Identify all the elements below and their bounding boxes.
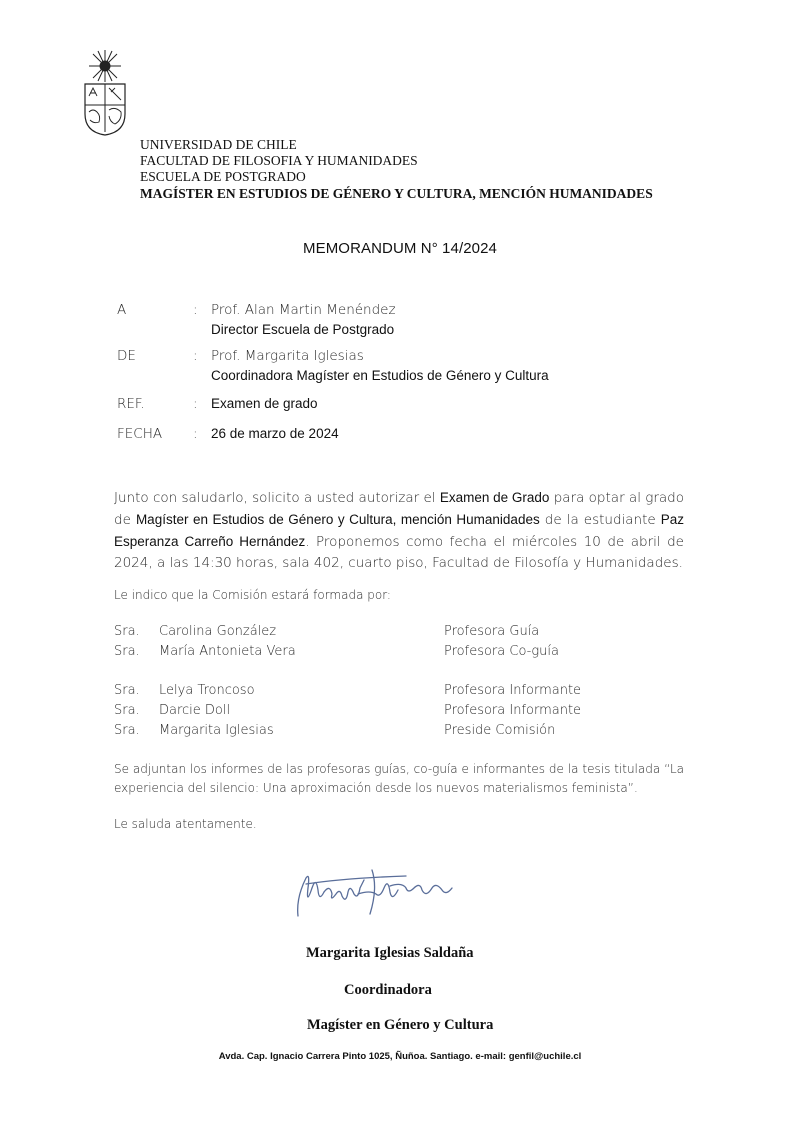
commission-title: Sra. (114, 703, 140, 718)
date-label: FECHA (117, 426, 163, 442)
student-name-highlight: Paz Esperanza Carreño Hernández (114, 512, 685, 549)
commission-intro: Le indico que la Comisión estará formada por: (114, 588, 391, 602)
to-label: A (117, 302, 127, 318)
from-role: Coordinadora Magíster en Estudios de Género y Cultura (211, 368, 549, 383)
commission-role: Profesora Guía (444, 624, 540, 639)
exam-highlight: Examen de Grado (439, 490, 550, 505)
date-colon: : (193, 426, 198, 442)
ref-colon: : (193, 396, 198, 412)
from-name: Prof. Margarita Iglesias (211, 348, 364, 364)
to-colon: : (193, 302, 198, 318)
degree-highlight: Magíster en Estudios de Género y Cultura, mención Humanidades (135, 512, 540, 527)
request-paragraph: Junto con saludarlo, solicito a usted autorizar el Examen de Grado para optar al grado de Magíster en Estudios de Género y Cultura, mención Humanidades de la estudiante Paz Esperanza Carreño Hernández. Proponemos como fecha el miércoles 10 de abril de 2024, a las 14:30 horas, sala 402, cuarto piso, Facultad de Filosofía y Humanidades. (114, 490, 685, 571)
from-label: DE (117, 348, 136, 364)
closing-line: Le saluda atentamente. (114, 817, 257, 831)
commission-title: Sra. (114, 723, 140, 738)
university-name: UNIVERSIDAD DE CHILE (140, 137, 297, 152)
commission-role: Profesora Informante (444, 703, 582, 718)
commission-role: Preside Comisión (444, 723, 556, 738)
school-name: ESCUELA DE POSTGRADO (140, 169, 306, 184)
commission-role: Profesora Co-guía (444, 644, 559, 659)
commission-role: Profesora Informante (444, 683, 582, 698)
commission-name: Carolina González (159, 624, 277, 639)
to-role: Director Escuela de Postgrado (211, 322, 395, 337)
commission-name: Lelya Troncoso (159, 683, 255, 698)
to-name: Prof. Alan Martin Menéndez (211, 302, 396, 318)
footer-address: Avda. Cap. Ignacio Carrera Pinto 1025, Ñuñoa. Santiago. e-mail: genfil@uchile.cl (218, 1051, 582, 1062)
from-colon: : (193, 348, 198, 364)
memo-title: MEMORANDUM N° 14/2024 (303, 240, 497, 257)
faculty-name: FACULTAD DE FILOSOFIA Y HUMANIDADES (140, 153, 418, 168)
commission-title: Sra. (114, 624, 140, 639)
attachments-paragraph: Se adjuntan los informes de las profesoras guías, co-guía e informantes de la tesis titulada “La experiencia del silencio: Una aproximación desde los nuevos materialismos feminista”. (114, 762, 684, 795)
signer-program: Magíster en Género y Cultura (307, 1017, 494, 1033)
program-name: MAGÍSTER EN ESTUDIOS DE GÉNERO Y CULTURA, MENCIÓN HUMANIDADES (140, 186, 653, 201)
handwritten-signature (286, 858, 466, 928)
signer-position: Coordinadora (344, 982, 432, 998)
ref-label: REF. (117, 396, 145, 412)
university-coat-of-arms-logo (82, 48, 128, 136)
commission-title: Sra. (114, 683, 140, 698)
commission-name: María Antonieta Vera (159, 644, 296, 659)
commission-name: Darcie Doll (159, 703, 231, 718)
date-value: 26 de marzo de 2024 (211, 426, 339, 441)
commission-title: Sra. (114, 644, 140, 659)
signer-name: Margarita Iglesias Saldaña (306, 945, 474, 961)
commission-name: Margarita Iglesias (159, 723, 274, 738)
ref-value: Examen de grado (211, 396, 318, 411)
